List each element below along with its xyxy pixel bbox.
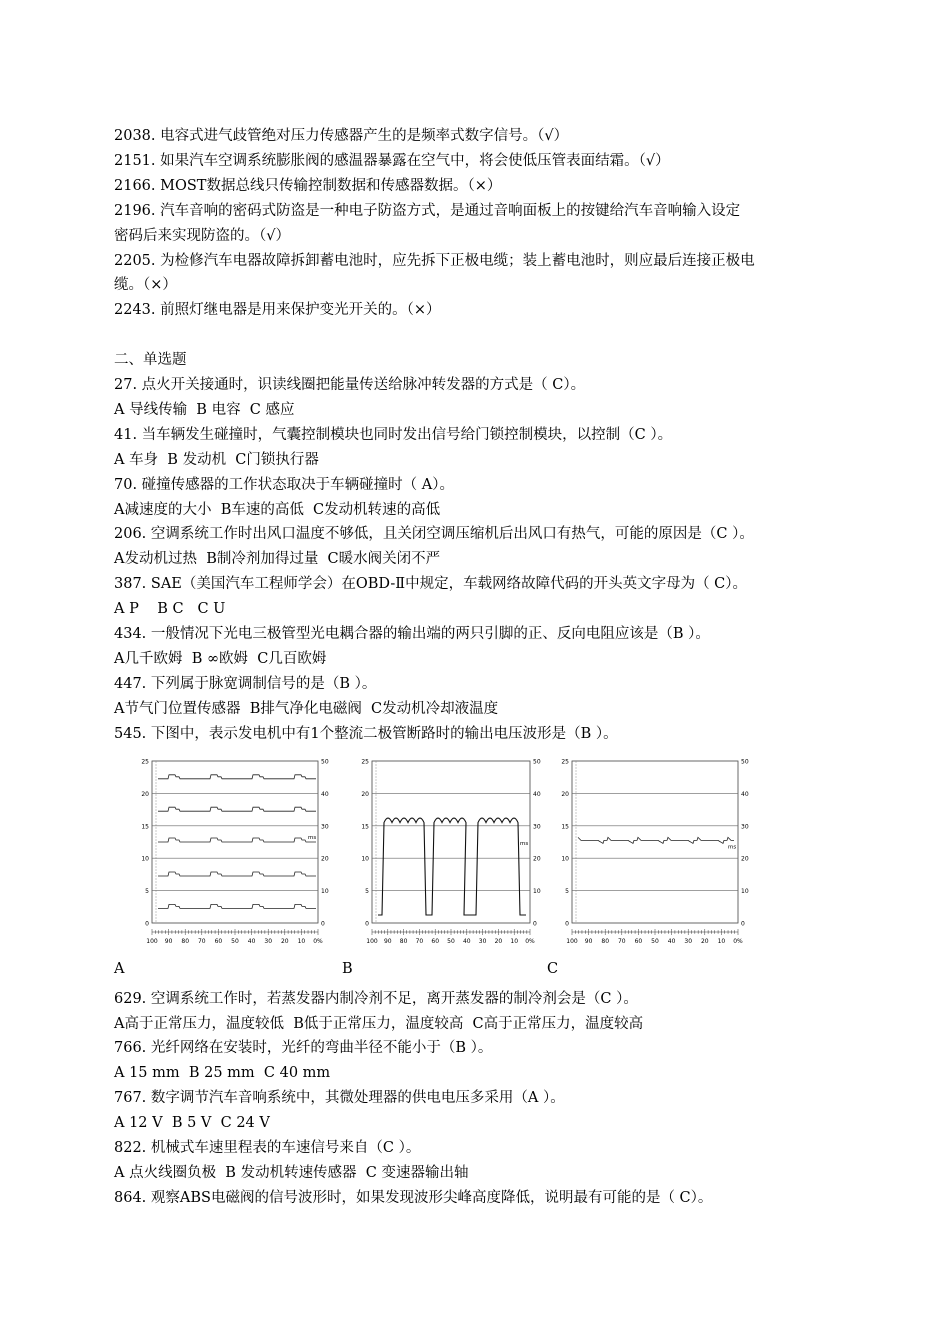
mc-line: 70. 碰撞传感器的工作状态取决于车辆碰撞时（ A）。 (114, 476, 454, 493)
bottom-tick-label: 50 (447, 937, 455, 945)
bottom-tick-label: 10 (717, 937, 726, 945)
waveform-b (360, 749, 560, 949)
bottom-tick-label: 40 (247, 937, 256, 945)
left-tick-label: 5 (565, 887, 569, 895)
left-tick-label: 0 (145, 920, 149, 928)
left-tick-label: 20 (141, 790, 149, 798)
mc-line: A 点火线圈负极 B 发动机转速传感器 C 变速器输出轴 (114, 1164, 469, 1181)
waveform-trace (378, 818, 529, 915)
right-tick-label: 50 (741, 758, 749, 766)
right-tick-label: 20 (533, 855, 541, 863)
tf-line: 2243. 前照灯继电器是用来保护变光开关的。（×） (114, 302, 441, 319)
bottom-tick-label: 80 (399, 937, 408, 945)
waveform-trace (158, 872, 316, 876)
mc-line: A几千欧姆 B ∞欧姆 C几百欧姆 (114, 651, 327, 668)
bottom-tick-label: 80 (601, 937, 610, 945)
mc-line: 864. 观察ABS电磁阀的信号波形时，如果发现波形尖峰高度降低，说明最有可能的是（ C）。 (114, 1189, 713, 1206)
left-tick-label: 15 (561, 822, 569, 830)
mc-section-2 (114, 987, 844, 1211)
bottom-tick-label: 80 (181, 937, 190, 945)
waveform-trace (158, 838, 316, 842)
unit-label: ms (308, 834, 317, 841)
bottom-tick-label: 60 (634, 937, 643, 945)
waveform-figures (114, 749, 844, 979)
left-tick-label: 25 (141, 758, 149, 766)
waveform-c (560, 749, 770, 949)
left-tick-label: 10 (141, 855, 149, 863)
bottom-tick-label: 90 (164, 937, 173, 945)
bottom-tick-label: 40 (462, 937, 471, 945)
waveform-a (140, 749, 350, 949)
bottom-tick-label: 60 (214, 937, 223, 945)
figure-label-b: B (342, 960, 353, 977)
right-tick-label: 50 (321, 758, 329, 766)
left-tick-label: 10 (361, 855, 369, 863)
waveform-trace (578, 837, 734, 843)
unit-label: ms (520, 840, 529, 847)
right-tick-label: 10 (741, 887, 749, 895)
bottom-tick-label: 0% (313, 937, 323, 945)
right-tick-label: 20 (741, 855, 749, 863)
section-title: 二、单选题 (114, 352, 187, 369)
mc-line: 629. 空调系统工作时，若蒸发器内制冷剂不足，离开蒸发器的制冷剂会是（C ）。 (114, 990, 638, 1007)
bottom-tick-label: 10 (510, 937, 519, 945)
right-tick-label: 30 (321, 822, 329, 830)
left-tick-label: 0 (365, 920, 369, 928)
bottom-tick-label: 60 (431, 937, 440, 945)
right-tick-label: 50 (533, 758, 541, 766)
bottom-tick-label: 30 (264, 937, 273, 945)
plot-frame (372, 761, 530, 923)
mc-line: A高于正常压力，温度较低 B低于正常压力，温度较高 C高于正常压力，温度较高 (114, 1015, 644, 1032)
bottom-tick-label: 0% (525, 937, 535, 945)
waveform-trace (158, 904, 316, 908)
figure-label-a: A (114, 960, 125, 977)
spacer (114, 323, 844, 348)
left-tick-label: 0 (565, 920, 569, 928)
mc-line: A节气门位置传感器 B排气净化电磁阀 C发动机冷却液温度 (114, 700, 499, 717)
left-tick-label: 15 (361, 822, 369, 830)
mc-line: A 12 V B 5 V C 24 V (114, 1115, 270, 1132)
bottom-tick-label: 70 (415, 937, 424, 945)
bottom-tick-label: 0% (733, 937, 743, 945)
left-tick-label: 25 (561, 758, 569, 766)
right-tick-label: 0 (741, 920, 745, 928)
mc-line: A 车身 B 发动机 C门锁执行器 (114, 451, 319, 468)
left-tick-label: 5 (145, 887, 149, 895)
left-tick-label: 20 (561, 790, 569, 798)
mc-line: 545. 下图中，表示发电机中有1个整流二极管断路时的输出电压波形是（B ）。 (114, 725, 618, 742)
bottom-tick-label: 30 (478, 937, 487, 945)
right-tick-label: 40 (533, 790, 541, 798)
mc-line: 41. 当车辆发生碰撞时，气囊控制模块也同时发出信号给门锁控制模块，以控制（C ）。 (114, 426, 673, 443)
tf-line: 2151. 如果汽车空调系统膨胀阀的感温器暴露在空气中，将会使低压管表面结霜。（√） (114, 152, 670, 169)
tf-line: 2166. MOST数据总线只传输控制数据和传感器数据。（×） (114, 177, 502, 194)
tf-line: 密码后来实现防盗的。（√） (114, 227, 290, 244)
tf-line: 2196. 汽车音响的密码式防盗是一种电子防盗方式，是通过音响面板上的按键给汽车音响输入设定 (114, 202, 741, 219)
left-tick-label: 10 (561, 855, 569, 863)
left-tick-label: 5 (365, 887, 369, 895)
mc-line: 822. 机械式车速里程表的车速信号来自（C ）。 (114, 1140, 421, 1157)
left-tick-label: 20 (361, 790, 369, 798)
mc-line: 447. 下列属于脉宽调制信号的是（B ）。 (114, 675, 377, 692)
mc-line: A发动机过热 B制冷剂加得过量 C暖水阀关闭不严 (114, 551, 441, 568)
bottom-tick-label: 10 (297, 937, 306, 945)
right-tick-label: 20 (321, 855, 329, 863)
right-tick-label: 40 (741, 790, 749, 798)
bottom-tick-label: 20 (700, 937, 709, 945)
bottom-tick-label: 100 (366, 937, 378, 945)
waveform-trace (158, 774, 316, 778)
plot-frame (572, 761, 738, 923)
bottom-tick-label: 100 (566, 937, 578, 945)
right-tick-label: 10 (321, 887, 329, 895)
mc-line: A减速度的大小 B车速的高低 C发动机转速的高低 (114, 501, 441, 518)
bottom-tick-label: 100 (146, 937, 158, 945)
mc-line: 27. 点火开关接通时，识读线圈把能量传送给脉冲转发器的方式是（ C）。 (114, 377, 586, 394)
bottom-tick-label: 50 (651, 937, 659, 945)
mc-line: A 15 mm B 25 mm C 40 mm (114, 1065, 331, 1082)
bottom-tick-label: 90 (584, 937, 593, 945)
bottom-tick-label: 20 (494, 937, 503, 945)
tf-line: 缆。（×） (114, 277, 177, 294)
bottom-tick-label: 20 (280, 937, 289, 945)
tf-line: 2205. 为检修汽车电器故障拆卸蓄电池时，应先拆下正极电缆；装上蓄电池时，则应最后连接正极电 (114, 252, 755, 269)
bottom-tick-label: 30 (684, 937, 693, 945)
figure-label-c: C (547, 960, 559, 977)
right-tick-label: 0 (533, 920, 537, 928)
mc-line: A P B C C U (114, 601, 226, 618)
right-tick-label: 30 (741, 822, 749, 830)
mc-line: 766. 光纤网络在安装时，光纤的弯曲半径不能小于（B ）。 (114, 1040, 493, 1057)
mc-line: A 导线传输 B 电容 C 感应 (114, 401, 295, 418)
bottom-tick-label: 40 (667, 937, 676, 945)
unit-label: ms (728, 844, 737, 851)
right-tick-label: 40 (321, 790, 329, 798)
left-tick-label: 25 (361, 758, 369, 766)
bottom-tick-label: 70 (617, 937, 626, 945)
mc-line: 387. SAE（美国汽车工程师学会）在OBD-Ⅱ中规定，车载网络故障代码的开头英文字母为（ C）。 (114, 576, 748, 593)
bottom-tick-label: 90 (383, 937, 392, 945)
mc-line: 434. 一般情况下光电三极管型光电耦合器的输出端的两只引脚的正、反向电阻应该是（B ）。 (114, 626, 710, 643)
waveform-trace (158, 807, 316, 811)
mc-line: 206. 空调系统工作时出风口温度不够低，且关闭空调压缩机后出风口有热气，可能的原因是（C ）。 (114, 526, 754, 543)
mc-section-1 (114, 373, 844, 747)
left-tick-label: 15 (141, 822, 149, 830)
right-tick-label: 0 (321, 920, 325, 928)
true-false-section (114, 124, 844, 323)
bottom-tick-label: 70 (197, 937, 206, 945)
document-content (114, 124, 844, 1211)
tf-line: 2038. 电容式进气歧管绝对压力传感器产生的是频率式数字信号。（√） (114, 128, 569, 144)
bottom-tick-label: 50 (231, 937, 239, 945)
mc-line: 767. 数字调节汽车音响系统中，其微处理器的供电电压多采用（A ）。 (114, 1090, 565, 1107)
right-tick-label: 30 (533, 822, 541, 830)
right-tick-label: 10 (533, 887, 541, 895)
